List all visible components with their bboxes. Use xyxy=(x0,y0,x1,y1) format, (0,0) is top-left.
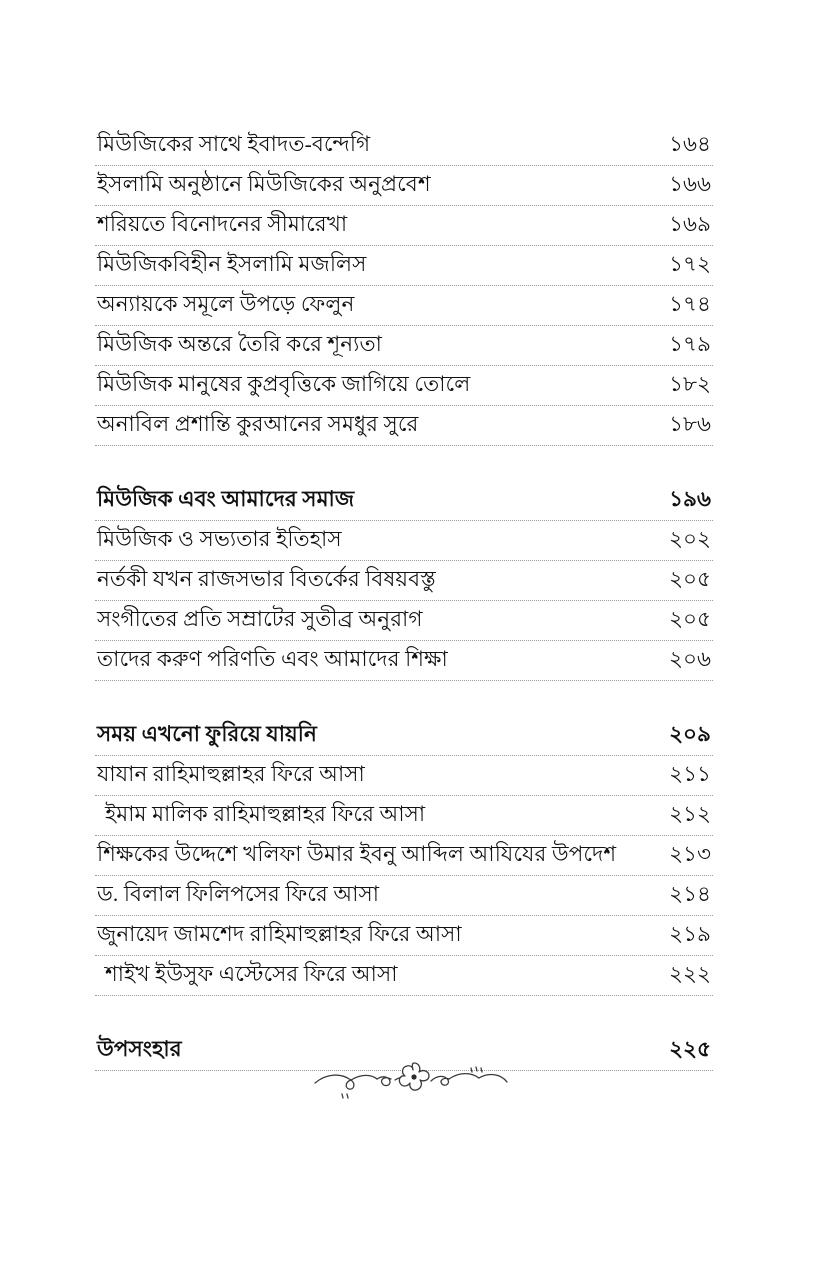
toc-entry-row[interactable] xyxy=(95,916,713,956)
toc-entry-row[interactable] xyxy=(95,601,713,641)
toc-page-number: ২২২ xyxy=(669,962,711,986)
toc-entry-row[interactable] xyxy=(95,126,713,166)
toc-page-number: ১৮৬ xyxy=(669,412,711,436)
toc-page-number: ২১২ xyxy=(669,802,711,826)
toc-entry-title: শিক্ষকের উদ্দেশে খলিফা উমার ইবনু আব্দিল আযিযের উপদেশ xyxy=(97,842,617,866)
toc-entry-title: তাদের করুণ পরিণতি এবং আমাদের শিক্ষা xyxy=(97,647,448,671)
toc-section xyxy=(95,716,713,996)
toc-entry-title: অন্যায়কে সমূলে উপড়ে ফেলুন xyxy=(97,292,355,316)
toc-entry-title: মিউজিকের সাথে ইবাদত-বন্দেগি xyxy=(97,132,371,156)
toc-entry-row[interactable] xyxy=(95,836,713,876)
toc-page-number: ১৬৯ xyxy=(669,212,711,236)
toc-entry-row[interactable] xyxy=(95,246,713,286)
toc-page-number: ১৭২ xyxy=(669,252,711,276)
toc-page-number: ২১৩ xyxy=(669,842,711,866)
toc-entry-row[interactable] xyxy=(95,956,713,996)
toc-entry-title: শাইখ ইউসুফ এস্টেসের ফিরে আসা xyxy=(105,962,398,986)
toc-entry-title: নর্তকী যখন রাজসভার বিতর্কের বিষয়বস্তু xyxy=(97,567,436,591)
toc-entry-row[interactable] xyxy=(95,286,713,326)
toc-entry-row[interactable] xyxy=(95,326,713,366)
toc-page-number: ১৬৬ xyxy=(669,172,711,196)
toc-entry-title: অনাবিল প্রশান্তি কুরআনের সমধুর সুরে xyxy=(97,412,419,436)
toc-entry-row[interactable] xyxy=(95,561,713,601)
toc-page-number: ২০৫ xyxy=(669,567,711,591)
toc-entry-row[interactable] xyxy=(95,521,713,561)
toc-page-number: ২১৯ xyxy=(669,922,711,946)
toc-section-title: উপসংহার xyxy=(97,1037,182,1061)
toc-page-number: ২০৬ xyxy=(669,647,711,671)
toc-entry-row[interactable] xyxy=(95,796,713,836)
toc-page-number: ১৮২ xyxy=(669,372,711,396)
table-of-contents xyxy=(95,126,713,1071)
toc-page-number: ২১৪ xyxy=(669,882,711,906)
toc-page-number: ২০৫ xyxy=(669,607,711,631)
toc-entry-row[interactable] xyxy=(95,366,713,406)
toc-section-heading-row[interactable] xyxy=(95,481,713,521)
toc-entry-row[interactable] xyxy=(95,876,713,916)
flower-center xyxy=(411,1074,416,1079)
toc-section xyxy=(95,126,713,446)
toc-page-number: ২০৯ xyxy=(669,722,711,746)
toc-entry-row[interactable] xyxy=(95,641,713,681)
toc-entry-title: মিউজিকবিহীন ইসলামি মজলিস xyxy=(97,252,367,276)
toc-entry-title: শরিয়তে বিনোদনের সীমারেখা xyxy=(97,212,348,236)
toc-page-number: ১৯৬ xyxy=(669,487,711,511)
toc-entry-title: ইমাম মালিক রাহিমাহুল্লাহর ফিরে আসা xyxy=(105,802,426,826)
floral-flourish-ornament xyxy=(0,1053,822,1110)
toc-entry-row[interactable] xyxy=(95,406,713,446)
toc-entry-title: মিউজিক মানুষের কুপ্রবৃত্তিকে জাগিয়ে তোলে xyxy=(97,372,471,396)
toc-page-number: ২১১ xyxy=(669,762,711,786)
toc-section-heading-row[interactable] xyxy=(95,716,713,756)
toc-section-title: সময় এখনো ফুরিয়ে যায়নি xyxy=(97,722,317,746)
toc-entry-title: সংগীতের প্রতি সম্রাটের সুতীব্র অনুরাগ xyxy=(97,607,423,631)
floral-flourish-icon xyxy=(311,1053,511,1105)
toc-entry-title: মিউজিক অন্তরে তৈরি করে শূন্যতা xyxy=(97,332,382,356)
toc-entry-title: জুনায়েদ জামশেদ রাহিমাহুল্লাহর ফিরে আসা xyxy=(97,922,462,946)
toc-entry-title: মিউজিক ও সভ্যতার ইতিহাস xyxy=(97,527,342,551)
toc-entry-title: ড. বিলাল ফিলিপসের ফিরে আসা xyxy=(97,882,380,906)
toc-entry-title: ইসলামি অনুষ্ঠানে মিউজিকের অনুপ্রবেশ xyxy=(97,172,431,196)
toc-entry-row[interactable] xyxy=(95,166,713,206)
toc-page-number: ২২৫ xyxy=(669,1037,711,1061)
toc-page-number: ১৭৯ xyxy=(669,332,711,356)
toc-entry-title: যাযান রাহিমাহুল্লাহর ফিরে আসা xyxy=(97,762,365,786)
toc-entry-row[interactable] xyxy=(95,206,713,246)
toc-page-number: ১৭৪ xyxy=(669,292,711,316)
toc-page-number: ২০২ xyxy=(669,527,711,551)
toc-section xyxy=(95,481,713,681)
toc-entry-row[interactable] xyxy=(95,756,713,796)
toc-section-title: মিউজিক এবং আমাদের সমাজ xyxy=(97,487,355,511)
toc-page-number: ১৬৪ xyxy=(669,132,711,156)
